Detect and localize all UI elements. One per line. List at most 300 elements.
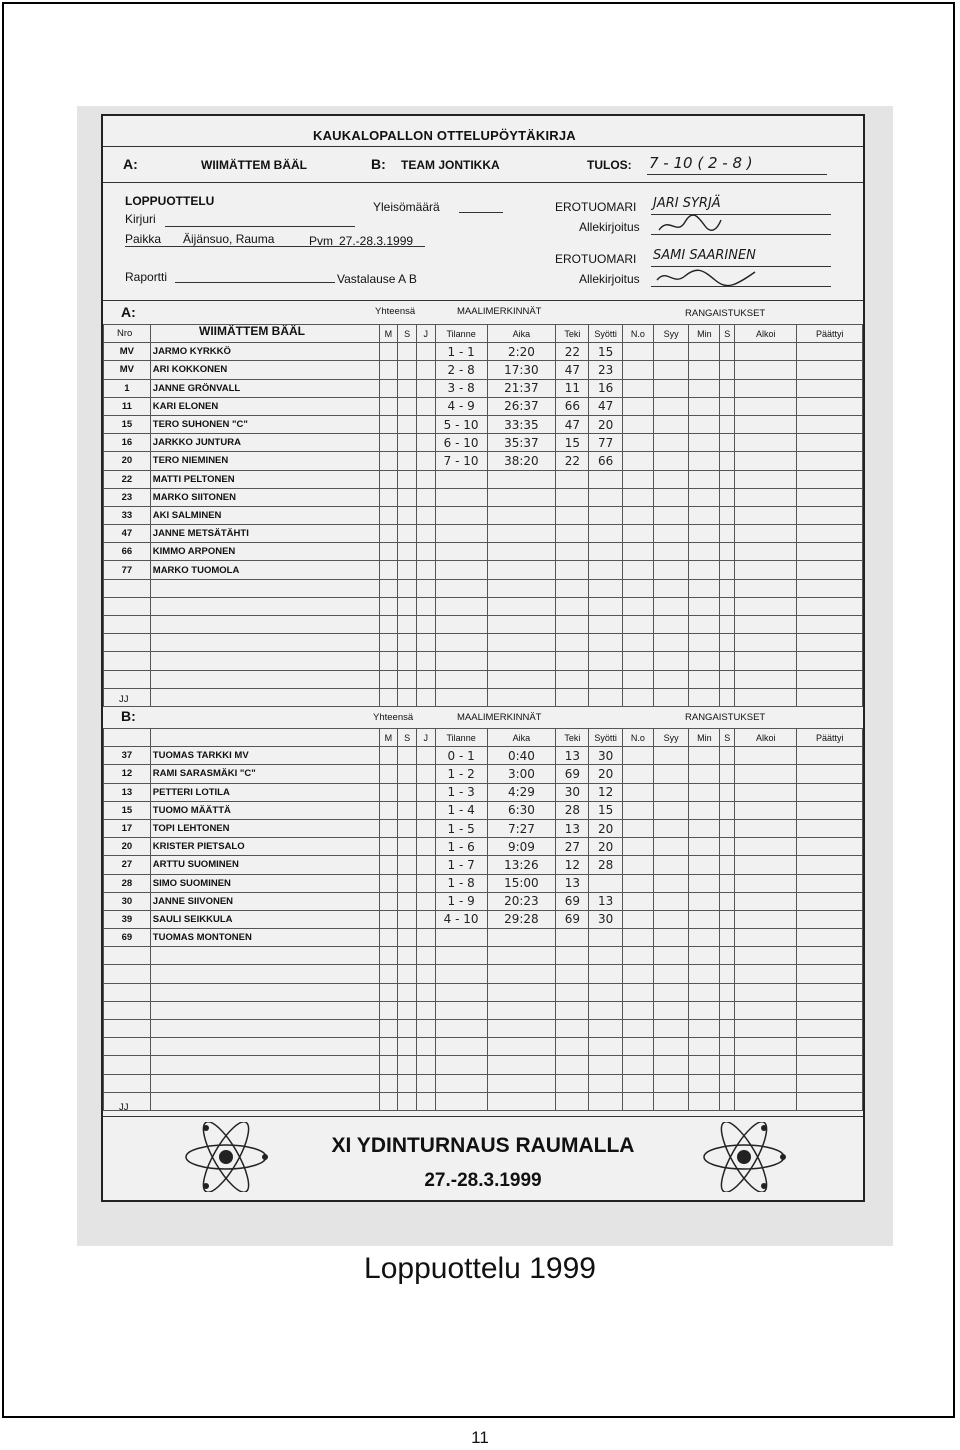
penalty-cell [735,616,797,634]
goal-syotti: 30 [589,910,622,928]
penalty-cell [622,543,653,561]
penalty-cell [622,1038,653,1056]
penalty-cell [797,597,863,615]
m-cell [379,910,398,928]
goal-teki [556,670,589,688]
m-cell [379,929,398,947]
penalty-cell [689,983,720,1001]
goal-tilanne [435,543,487,561]
penalty-cell [797,561,863,579]
s-cell [398,397,417,415]
goal-aika: 21:37 [487,379,556,397]
m-cell [379,343,398,361]
goal-syotti: 77 [589,434,622,452]
goal-teki [556,561,589,579]
player-name: TERO NIEMINEN [150,452,379,470]
penalty-cell [720,543,735,561]
penalty-cell [689,579,720,597]
penalty-cell [720,597,735,615]
penalty-cell [622,874,653,892]
team-b-table [103,728,863,1111]
header-min: Min [689,729,720,747]
penalty-cell [735,1038,797,1056]
player-number [104,947,151,965]
goal-teki [556,525,589,543]
penalty-cell [797,1001,863,1019]
goal-syotti: 15 [589,801,622,819]
goal-teki [556,1020,589,1038]
penalty-cell [689,1074,720,1092]
penalty-cell [720,1001,735,1019]
penalty-cell [735,947,797,965]
player-name: AKI SALMINEN [150,506,379,524]
penalty-cell [622,688,653,706]
penalty-cell [622,379,653,397]
goal-tilanne [435,929,487,947]
goal-aika [487,597,556,615]
m-cell [379,1092,398,1110]
penalty-cell [720,892,735,910]
m-cell [379,1001,398,1019]
penalty-cell [735,470,797,488]
page-number: 11 [471,1428,489,1447]
penalty-cell [689,470,720,488]
m-cell [379,543,398,561]
j-cell [416,452,435,470]
penalty-cell [653,1056,688,1074]
header-s: S [398,325,417,343]
goal-syotti [589,634,622,652]
goal-syotti [589,561,622,579]
penalty-cell [622,983,653,1001]
penalty-cell [720,783,735,801]
penalty-cell [720,616,735,634]
goal-teki: 11 [556,379,589,397]
j-cell [416,506,435,524]
kirjuri-label: Kirjuri [125,212,156,226]
penalty-cell [622,525,653,543]
header-no: N.o [622,325,653,343]
pvm-label: Pvm [309,234,333,248]
penalty-cell [735,361,797,379]
goal-teki [556,579,589,597]
header-m: M [379,325,398,343]
m-cell [379,634,398,652]
goal-syotti: 47 [589,397,622,415]
m-cell [379,747,398,765]
penalty-cell [797,929,863,947]
maalimerkinnat-b: MAALIMERKINNÄT [457,712,542,723]
goal-syotti [589,1092,622,1110]
player-number: 27 [104,856,151,874]
goal-tilanne [435,983,487,1001]
header-paattyi: Päättyi [797,325,863,343]
j-cell [416,910,435,928]
goal-syotti [589,579,622,597]
team-a-title: WIIMÄTTEM BÄÄL [199,324,305,338]
goal-aika [487,688,556,706]
penalty-cell [622,397,653,415]
j-cell [416,634,435,652]
j-cell [416,397,435,415]
player-row [104,652,863,670]
player-number: 17 [104,819,151,837]
s-cell [398,525,417,543]
header-syy: Syy [653,729,688,747]
penalty-cell [689,965,720,983]
j-cell [416,874,435,892]
penalty-cell [689,783,720,801]
player-number: 33 [104,506,151,524]
player-name: PETTERI LOTILA [150,783,379,801]
player-row [104,525,863,543]
goal-teki: 66 [556,397,589,415]
m-cell [379,1074,398,1092]
s-cell [398,765,417,783]
penalty-cell [735,561,797,579]
header-aika: Aika [487,325,556,343]
goal-aika [487,1074,556,1092]
player-number: 16 [104,434,151,452]
penalty-cell [689,688,720,706]
penalty-cell [735,892,797,910]
player-row [104,470,863,488]
penalty-cell [735,874,797,892]
tournament-title: XI YDINTURNAUS RAUMALLA [331,1134,635,1157]
j-cell [416,688,435,706]
j-cell [416,379,435,397]
player-name [150,1092,379,1110]
penalty-cell [689,452,720,470]
goal-tilanne: 1 - 6 [435,838,487,856]
penalty-cell [622,634,653,652]
player-row [104,874,863,892]
goal-aika: 13:26 [487,856,556,874]
penalty-cell [622,506,653,524]
goal-aika [487,470,556,488]
player-name: RAMI SARASMÄKI "C" [150,765,379,783]
m-cell [379,765,398,783]
player-row [104,910,863,928]
player-number: MV [104,343,151,361]
penalty-cell [653,670,688,688]
goal-aika [487,1020,556,1038]
penalty-cell [735,1092,797,1110]
player-name [150,616,379,634]
header-no: N.o [622,729,653,747]
penalty-cell [797,361,863,379]
penalty-cell [720,579,735,597]
penalty-cell [797,415,863,433]
penalty-cell [622,1092,653,1110]
penalty-cell [735,652,797,670]
goal-syotti [589,670,622,688]
goal-aika: 33:35 [487,415,556,433]
goal-aika [487,616,556,634]
penalty-cell [735,634,797,652]
penalty-cell [720,929,735,947]
penalty-cell [735,929,797,947]
yhteensa-b: Yhteensä [373,712,414,723]
s-cell [398,747,417,765]
goal-tilanne: 1 - 7 [435,856,487,874]
player-number [104,983,151,1001]
goal-aika: 20:23 [487,892,556,910]
penalty-cell [622,801,653,819]
penalty-cell [653,1074,688,1092]
s-cell [398,616,417,634]
penalty-cell [735,452,797,470]
penalty-cell [797,1056,863,1074]
goal-syotti [589,947,622,965]
player-row [104,892,863,910]
penalty-cell [735,597,797,615]
goal-tilanne [435,1092,487,1110]
header-min: Min [689,325,720,343]
penalty-cell [720,874,735,892]
penalty-cell [653,525,688,543]
j-cell [416,561,435,579]
goal-syotti [589,506,622,524]
j-cell [416,838,435,856]
s-cell [398,929,417,947]
header-teki: Teki [556,729,589,747]
player-name: JANNE GRÖNVALL [150,379,379,397]
penalty-cell [797,343,863,361]
penalty-cell [622,856,653,874]
penalty-cell [622,747,653,765]
j-cell [416,470,435,488]
goal-syotti: 28 [589,856,622,874]
penalty-cell [622,415,653,433]
player-row [104,1092,863,1110]
penalty-cell [735,1020,797,1038]
goal-tilanne: 1 - 3 [435,783,487,801]
player-name: JARKKO JUNTURA [150,434,379,452]
goal-aika [487,965,556,983]
goal-tilanne: 5 - 10 [435,415,487,433]
m-cell [379,1038,398,1056]
header-blank [150,729,379,747]
header-m: M [379,729,398,747]
goal-syotti: 15 [589,343,622,361]
goal-tilanne [435,579,487,597]
player-number: 12 [104,765,151,783]
penalty-cell [735,488,797,506]
s-cell [398,838,417,856]
m-cell [379,561,398,579]
penalty-cell [797,1038,863,1056]
goal-teki: 13 [556,819,589,837]
goal-aika [487,1056,556,1074]
j-cell [416,783,435,801]
penalty-cell [720,397,735,415]
penalty-cell [689,874,720,892]
m-cell [379,616,398,634]
penalty-cell [653,434,688,452]
j-cell [416,415,435,433]
penalty-cell [797,488,863,506]
player-number: 20 [104,452,151,470]
m-cell [379,579,398,597]
header-s: S [398,729,417,747]
j-cell [416,892,435,910]
player-row [104,947,863,965]
penalty-cell [720,838,735,856]
player-number [104,1056,151,1074]
player-row [104,983,863,1001]
player-name: MARKO SIITONEN [150,488,379,506]
penalty-cell [653,892,688,910]
player-row [104,434,863,452]
player-number [104,1001,151,1019]
player-number [104,616,151,634]
erotuomari-2-label: EROTUOMARI [555,252,637,266]
penalty-cell [797,947,863,965]
s-cell [398,506,417,524]
penalty-cell [622,929,653,947]
penalty-cell [720,343,735,361]
goal-teki [556,506,589,524]
penalty-cell [720,1092,735,1110]
player-number: MV [104,361,151,379]
j-cell [416,1056,435,1074]
player-number [104,652,151,670]
goal-syotti: 20 [589,819,622,837]
goal-teki: 47 [556,361,589,379]
player-name [150,652,379,670]
goal-tilanne [435,670,487,688]
penalty-cell [720,1056,735,1074]
penalty-cell [689,838,720,856]
penalty-cell [653,983,688,1001]
s-cell [398,361,417,379]
penalty-cell [797,801,863,819]
goal-aika: 6:30 [487,801,556,819]
player-name: JANNE SIIVONEN [150,892,379,910]
maalimerkinnat-a: MAALIMERKINNÄT [457,306,542,317]
m-cell [379,670,398,688]
player-row [104,543,863,561]
goal-syotti [589,1056,622,1074]
s-cell [398,819,417,837]
penalty-cell [622,597,653,615]
penalty-cell [720,819,735,837]
penalty-cell [797,379,863,397]
player-number: 28 [104,874,151,892]
allekirjoitus-1-label: Allekirjoitus [579,220,640,234]
m-cell [379,838,398,856]
penalty-cell [622,783,653,801]
player-number [104,670,151,688]
penalty-cell [689,397,720,415]
scoresheet-photo [77,106,893,1246]
goal-aika: 3:00 [487,765,556,783]
goal-syotti [589,616,622,634]
penalty-cell [797,652,863,670]
goal-tilanne: 1 - 4 [435,801,487,819]
player-name [150,688,379,706]
penalty-cell [689,634,720,652]
goal-aika: 15:00 [487,874,556,892]
penalty-cell [797,1074,863,1092]
penalty-cell [689,801,720,819]
m-cell [379,452,398,470]
player-number: 22 [104,470,151,488]
penalty-cell [653,1092,688,1110]
penalty-cell [797,1092,863,1110]
player-name [150,634,379,652]
penalty-cell [689,434,720,452]
player-name: JANNE METSÄTÄHTI [150,525,379,543]
penalty-cell [689,543,720,561]
goal-aika: 2:20 [487,343,556,361]
penalty-cell [797,670,863,688]
goal-syotti: 20 [589,415,622,433]
penalty-cell [797,983,863,1001]
s-cell [398,983,417,1001]
penalty-cell [653,801,688,819]
goal-tilanne [435,1038,487,1056]
penalty-cell [797,579,863,597]
penalty-cell [735,415,797,433]
player-number: 11 [104,397,151,415]
player-row [104,765,863,783]
j-cell [416,856,435,874]
penalty-cell [720,361,735,379]
penalty-cell [622,616,653,634]
penalty-cell [720,910,735,928]
penalty-cell [653,543,688,561]
player-row [104,965,863,983]
player-row [104,616,863,634]
paikka-label: Paikka [125,232,162,246]
penalty-cell [720,488,735,506]
goal-tilanne [435,470,487,488]
penalty-cell [622,1074,653,1092]
penalty-cell [735,765,797,783]
penalty-cell [653,1038,688,1056]
penalty-cell [797,470,863,488]
goal-teki [556,616,589,634]
m-cell [379,983,398,1001]
j-cell [416,434,435,452]
goal-tilanne [435,652,487,670]
player-row [104,1001,863,1019]
penalty-cell [653,634,688,652]
team-a-table [103,324,863,707]
goal-teki [556,983,589,1001]
penalty-cell [689,488,720,506]
player-row [104,634,863,652]
goal-teki: 28 [556,801,589,819]
tulos-label: TULOS: [587,158,632,172]
player-row [104,579,863,597]
penalty-cell [689,670,720,688]
raportti-label: Raportti [125,270,168,284]
j-cell [416,597,435,615]
header-paattyi: Päättyi [797,729,863,747]
goal-aika [487,670,556,688]
player-name: MATTI PELTONEN [150,470,379,488]
penalty-cell [653,838,688,856]
penalty-cell [622,470,653,488]
penalty-cell [689,1056,720,1074]
penalty-cell [689,597,720,615]
erotuomari-2-name: SAMI SAARINEN [653,248,756,263]
s-cell [398,543,417,561]
penalty-cell [689,1038,720,1056]
